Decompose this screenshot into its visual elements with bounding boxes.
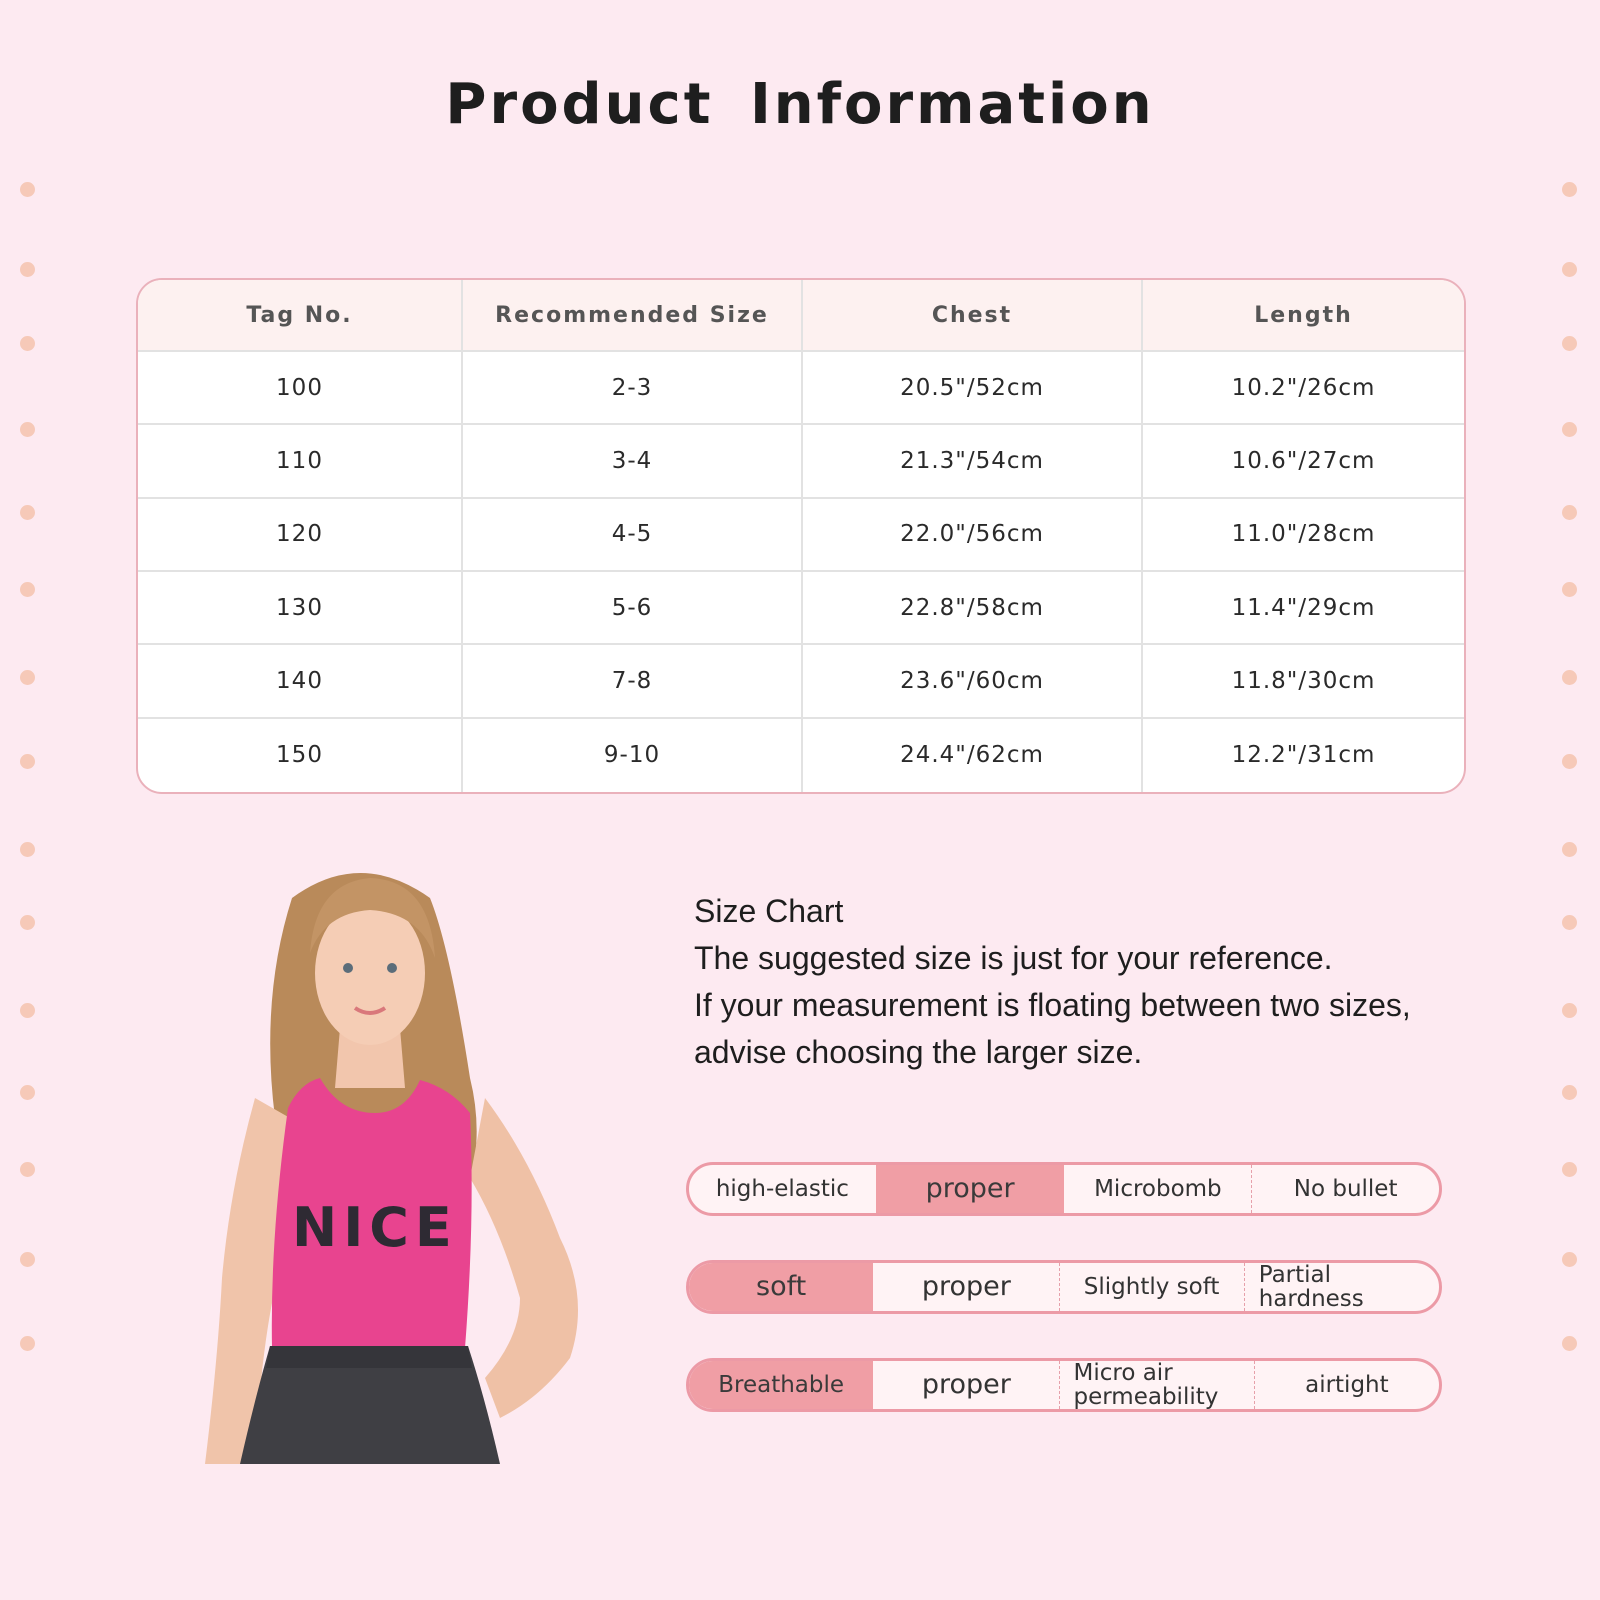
dot <box>20 842 35 857</box>
dot <box>1562 582 1577 597</box>
size-note <box>694 888 1494 1076</box>
dot <box>20 262 35 277</box>
shirt-logo-text: NICE <box>292 1196 458 1259</box>
dot <box>1562 842 1577 857</box>
eye-left <box>343 963 353 973</box>
table-cell: 20.5"/52cm <box>803 352 1143 425</box>
dot <box>1562 262 1577 277</box>
softness-option: Partial hardness <box>1244 1263 1439 1311</box>
dot <box>20 422 35 437</box>
table-cell: 140 <box>138 645 463 718</box>
dot <box>1562 1162 1577 1177</box>
decorative-dots-left <box>20 0 40 1600</box>
dot <box>20 1085 35 1100</box>
dot <box>1562 1252 1577 1267</box>
table-cell: 12.2"/31cm <box>1231 742 1376 769</box>
size-note-heading: Size Chart <box>694 893 844 929</box>
breathability-option: Micro air permeability <box>1059 1361 1254 1409</box>
table-cell: 110 <box>138 425 463 498</box>
dot <box>1562 505 1577 520</box>
breathability-option-selected: Breathable <box>689 1361 873 1409</box>
size-chart-table <box>136 278 1466 794</box>
softness-option: Slightly soft <box>1059 1263 1244 1311</box>
table-cell: 10.6"/27cm <box>1143 425 1464 498</box>
header-length: Length <box>1143 280 1464 352</box>
header-recommended-size: Recommended Size <box>463 280 803 352</box>
dot <box>1562 1336 1577 1351</box>
arm-right <box>470 1098 578 1418</box>
dot <box>1562 336 1577 351</box>
table-cell: 11.0"/28cm <box>1143 499 1464 572</box>
softness-scale <box>686 1260 1442 1314</box>
table-cell: 11.8"/30cm <box>1143 645 1464 718</box>
table-cell: 100 <box>138 352 463 425</box>
dot <box>20 1252 35 1267</box>
dot <box>1562 754 1577 769</box>
dot <box>20 336 35 351</box>
table-cell: 120 <box>138 499 463 572</box>
dot <box>1562 1003 1577 1018</box>
size-note-line: The suggested size is just for your reference. <box>694 940 1333 976</box>
table-cell: 23.6"/60cm <box>803 645 1143 718</box>
dot <box>1562 182 1577 197</box>
softness-option-selected: soft <box>689 1263 873 1311</box>
dot <box>20 1336 35 1351</box>
dot <box>1562 670 1577 685</box>
softness-option: proper <box>921 1271 1011 1302</box>
dot <box>20 582 35 597</box>
table-cell: 5-6 <box>463 572 803 645</box>
table-cell: 130 <box>138 572 463 645</box>
elasticity-option: Microbomb <box>1094 1176 1222 1202</box>
elasticity-scale <box>686 1162 1442 1216</box>
table-cell: 11.4"/29cm <box>1143 572 1464 645</box>
model-photo <box>200 858 590 1464</box>
dot <box>20 505 35 520</box>
breathability-option: airtight <box>1254 1361 1439 1409</box>
breathability-option: proper <box>921 1369 1011 1400</box>
breathability-scale <box>686 1358 1442 1412</box>
decorative-dots-right <box>1562 0 1582 1600</box>
elasticity-option: No bullet <box>1251 1165 1439 1213</box>
table-cell: 24.4"/62cm <box>803 719 1143 792</box>
dot <box>20 1162 35 1177</box>
size-note-line: If your measurement is floating between two sizes, <box>694 987 1411 1023</box>
dot <box>1562 422 1577 437</box>
page-title: Product Information <box>445 72 1155 137</box>
dot <box>20 915 35 930</box>
table-cell: 9-10 <box>463 719 803 792</box>
table-cell: 150 <box>138 719 463 792</box>
table-cell: 3-4 <box>463 425 803 498</box>
table-cell: 22.8"/58cm <box>803 572 1143 645</box>
header-chest: Chest <box>803 280 1143 352</box>
table-cell: 22.0"/56cm <box>803 499 1143 572</box>
dot <box>1562 915 1577 930</box>
header-tag-no: Tag No. <box>138 280 463 352</box>
size-note-line: advise choosing the larger size. <box>694 1034 1143 1070</box>
dot <box>20 1003 35 1018</box>
table-cell: 2-3 <box>463 352 803 425</box>
table-cell: 4-5 <box>463 499 803 572</box>
dot <box>20 670 35 685</box>
dot <box>1562 1085 1577 1100</box>
elasticity-option-selected: proper <box>876 1165 1064 1213</box>
table-cell: 10.2"/26cm <box>1143 352 1464 425</box>
table-cell: 21.3"/54cm <box>803 425 1143 498</box>
dot <box>20 754 35 769</box>
eye-right <box>387 963 397 973</box>
dot <box>20 182 35 197</box>
table-cell: 7-8 <box>463 645 803 718</box>
shorts-waistband <box>266 1346 472 1368</box>
elasticity-option: high-elastic <box>715 1176 849 1202</box>
